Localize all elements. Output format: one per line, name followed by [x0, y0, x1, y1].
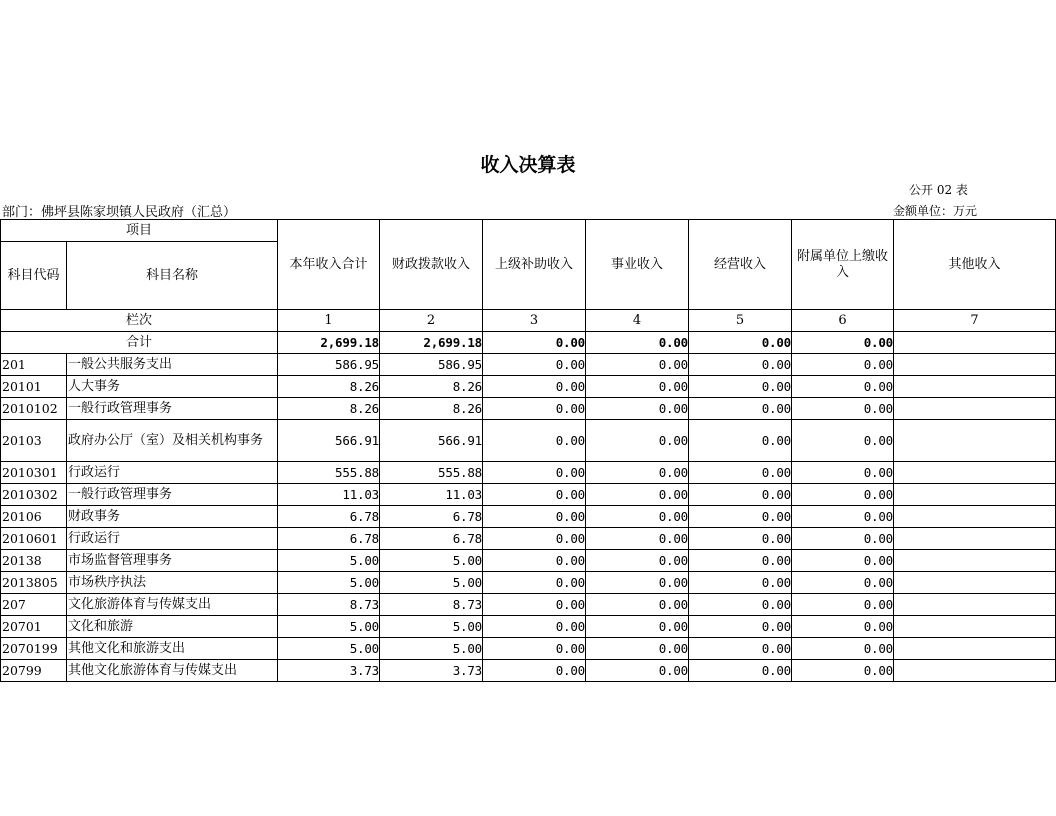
amount-cell [894, 550, 1056, 572]
amount-cell [894, 484, 1056, 506]
amount-cell: 0.00 [689, 420, 792, 462]
amount-cell: 8.26 [380, 376, 483, 398]
subject-name: 行政运行 [67, 528, 278, 550]
amount-cell: 5.00 [278, 572, 380, 594]
amount-cell: 0.00 [792, 572, 894, 594]
amount-cell [894, 594, 1056, 616]
amount-cell: 566.91 [380, 420, 483, 462]
table-row [1, 550, 1056, 572]
amount-cell: 5.00 [278, 638, 380, 660]
amount-cell: 0.00 [792, 376, 894, 398]
header-fiscal: 财政拨款收入 [380, 220, 483, 310]
index-label: 栏次 [1, 310, 278, 332]
header-superior: 上级补助收入 [483, 220, 586, 310]
total-cell: 2,699.18 [278, 332, 380, 354]
index-cell: 2 [380, 310, 483, 332]
amount-cell: 0.00 [689, 660, 792, 682]
amount-cell: 5.00 [380, 616, 483, 638]
table-row [1, 484, 1056, 506]
amount-cell [894, 572, 1056, 594]
amount-cell: 0.00 [586, 528, 689, 550]
subject-name: 一般公共服务支出 [67, 354, 278, 376]
table-row [1, 660, 1056, 682]
subject-code: 20103 [1, 420, 67, 462]
total-cell [894, 332, 1056, 354]
header-other: 其他收入 [894, 220, 1056, 310]
total-cell: 2,699.18 [380, 332, 483, 354]
amount-cell: 5.00 [278, 616, 380, 638]
subject-code: 2010302 [1, 484, 67, 506]
amount-cell: 0.00 [483, 354, 586, 376]
index-cell: 5 [689, 310, 792, 332]
page-title: 收入决算表 [480, 154, 576, 176]
amount-cell: 5.00 [278, 550, 380, 572]
subject-name: 政府办公厅（室）及相关机构事务 [67, 420, 278, 462]
amount-cell: 5.00 [380, 550, 483, 572]
subject-code: 201 [1, 354, 67, 376]
amount-cell: 3.73 [278, 660, 380, 682]
amount-cell: 3.73 [380, 660, 483, 682]
subject-code: 20799 [1, 660, 67, 682]
amount-cell: 0.00 [483, 420, 586, 462]
amount-cell: 0.00 [689, 506, 792, 528]
table-row [1, 354, 1056, 376]
amount-cell: 0.00 [586, 638, 689, 660]
amount-cell: 0.00 [586, 594, 689, 616]
amount-cell: 11.03 [278, 484, 380, 506]
total-cell: 0.00 [586, 332, 689, 354]
amount-cell: 555.88 [278, 462, 380, 484]
subject-name: 行政运行 [67, 462, 278, 484]
amount-cell: 566.91 [278, 420, 380, 462]
amount-cell: 0.00 [792, 420, 894, 462]
subject-code: 2013805 [1, 572, 67, 594]
subject-name: 一般行政管理事务 [67, 398, 278, 420]
amount-cell: 555.88 [380, 462, 483, 484]
subject-name: 财政事务 [67, 506, 278, 528]
amount-cell: 0.00 [483, 638, 586, 660]
amount-cell: 0.00 [792, 484, 894, 506]
amount-cell: 0.00 [483, 398, 586, 420]
amount-cell: 8.26 [380, 398, 483, 420]
total-label: 合计 [1, 332, 278, 354]
amount-cell [894, 354, 1056, 376]
amount-cell [894, 420, 1056, 462]
amount-cell: 8.73 [278, 594, 380, 616]
amount-cell: 0.00 [586, 462, 689, 484]
subject-code: 20138 [1, 550, 67, 572]
amount-cell [894, 506, 1056, 528]
table-row [1, 616, 1056, 638]
subject-code: 2010301 [1, 462, 67, 484]
amount-cell: 0.00 [586, 550, 689, 572]
amount-cell: 6.78 [278, 528, 380, 550]
amount-cell: 0.00 [586, 420, 689, 462]
amount-cell: 8.26 [278, 376, 380, 398]
amount-cell: 0.00 [586, 484, 689, 506]
index-cell: 7 [894, 310, 1056, 332]
total-row [1, 332, 1056, 354]
total-cell: 0.00 [689, 332, 792, 354]
header-code: 科目代码 [1, 242, 67, 310]
table-row [1, 398, 1056, 420]
subject-name: 文化和旅游 [67, 616, 278, 638]
amount-cell: 6.78 [380, 528, 483, 550]
amount-cell: 0.00 [689, 572, 792, 594]
index-cell: 6 [792, 310, 894, 332]
amount-unit-label: 金额单位：万元 [893, 204, 978, 218]
amount-cell [894, 638, 1056, 660]
amount-cell: 0.00 [586, 398, 689, 420]
index-cell: 1 [278, 310, 380, 332]
amount-cell: 0.00 [792, 616, 894, 638]
amount-cell: 11.03 [380, 484, 483, 506]
amount-cell: 0.00 [483, 572, 586, 594]
subject-name: 市场秩序执法 [67, 572, 278, 594]
table-row [1, 594, 1056, 616]
amount-cell: 0.00 [792, 354, 894, 376]
amount-cell: 0.00 [483, 484, 586, 506]
subject-name: 其他文化和旅游支出 [67, 638, 278, 660]
amount-cell: 0.00 [689, 462, 792, 484]
table-row [1, 376, 1056, 398]
amount-cell: 0.00 [689, 550, 792, 572]
amount-cell: 0.00 [689, 528, 792, 550]
amount-cell: 0.00 [586, 354, 689, 376]
amount-cell: 0.00 [792, 398, 894, 420]
amount-cell: 586.95 [278, 354, 380, 376]
amount-cell [894, 528, 1056, 550]
subject-code: 2010102 [1, 398, 67, 420]
amount-cell: 5.00 [380, 638, 483, 660]
header-project: 项目 [1, 220, 278, 242]
amount-cell: 0.00 [689, 616, 792, 638]
amount-cell: 0.00 [483, 462, 586, 484]
subject-code: 207 [1, 594, 67, 616]
amount-cell: 0.00 [483, 528, 586, 550]
amount-cell [894, 376, 1056, 398]
amount-cell: 0.00 [586, 616, 689, 638]
header-name: 科目名称 [67, 242, 278, 310]
subject-code: 2010601 [1, 528, 67, 550]
amount-cell: 0.00 [483, 594, 586, 616]
amount-cell [894, 462, 1056, 484]
subject-code: 2070199 [1, 638, 67, 660]
table-row [1, 572, 1056, 594]
amount-cell: 0.00 [689, 398, 792, 420]
amount-cell: 0.00 [586, 660, 689, 682]
table-row [1, 528, 1056, 550]
index-cell: 3 [483, 310, 586, 332]
header-business: 事业收入 [586, 220, 689, 310]
header-affiliated: 附属单位上缴收入 [792, 220, 894, 310]
subject-name: 市场监督管理事务 [67, 550, 278, 572]
header-operating: 经营收入 [689, 220, 792, 310]
amount-cell: 0.00 [792, 594, 894, 616]
amount-cell: 586.95 [380, 354, 483, 376]
table-row [1, 462, 1056, 484]
amount-cell [894, 398, 1056, 420]
amount-cell: 6.78 [278, 506, 380, 528]
amount-cell: 0.00 [689, 484, 792, 506]
amount-cell [894, 660, 1056, 682]
amount-cell: 0.00 [483, 660, 586, 682]
amount-cell [894, 616, 1056, 638]
amount-cell: 0.00 [689, 638, 792, 660]
table-row [1, 506, 1056, 528]
subject-code: 20701 [1, 616, 67, 638]
subject-code: 20106 [1, 506, 67, 528]
subject-code: 20101 [1, 376, 67, 398]
amount-cell: 0.00 [792, 462, 894, 484]
index-cell: 4 [586, 310, 689, 332]
amount-cell: 8.26 [278, 398, 380, 420]
department-label: 部门：佛坪县陈家坝镇人民政府（汇总） [2, 205, 237, 220]
amount-cell: 0.00 [586, 572, 689, 594]
amount-cell: 0.00 [689, 594, 792, 616]
header-total: 本年收入合计 [278, 220, 380, 310]
subject-name: 人大事务 [67, 376, 278, 398]
subject-name: 文化旅游体育与传媒支出 [67, 594, 278, 616]
amount-cell: 5.00 [380, 572, 483, 594]
total-cell: 0.00 [483, 332, 586, 354]
amount-cell: 0.00 [792, 638, 894, 660]
form-number: 公开 02 表 [909, 183, 968, 197]
amount-cell: 0.00 [792, 506, 894, 528]
amount-cell: 8.73 [380, 594, 483, 616]
amount-cell: 0.00 [792, 550, 894, 572]
subject-name: 一般行政管理事务 [67, 484, 278, 506]
subject-name: 其他文化旅游体育与传媒支出 [67, 660, 278, 682]
amount-cell: 0.00 [586, 376, 689, 398]
amount-cell: 0.00 [483, 550, 586, 572]
amount-cell: 6.78 [380, 506, 483, 528]
amount-cell: 0.00 [586, 506, 689, 528]
table-row [1, 638, 1056, 660]
amount-cell: 0.00 [792, 660, 894, 682]
amount-cell: 0.00 [792, 528, 894, 550]
amount-cell: 0.00 [689, 354, 792, 376]
table-row [1, 420, 1056, 462]
amount-cell: 0.00 [483, 506, 586, 528]
index-row [1, 310, 1056, 332]
total-cell: 0.00 [792, 332, 894, 354]
revenue-table [0, 219, 1056, 682]
amount-cell: 0.00 [483, 616, 586, 638]
amount-cell: 0.00 [689, 376, 792, 398]
amount-cell: 0.00 [483, 376, 586, 398]
